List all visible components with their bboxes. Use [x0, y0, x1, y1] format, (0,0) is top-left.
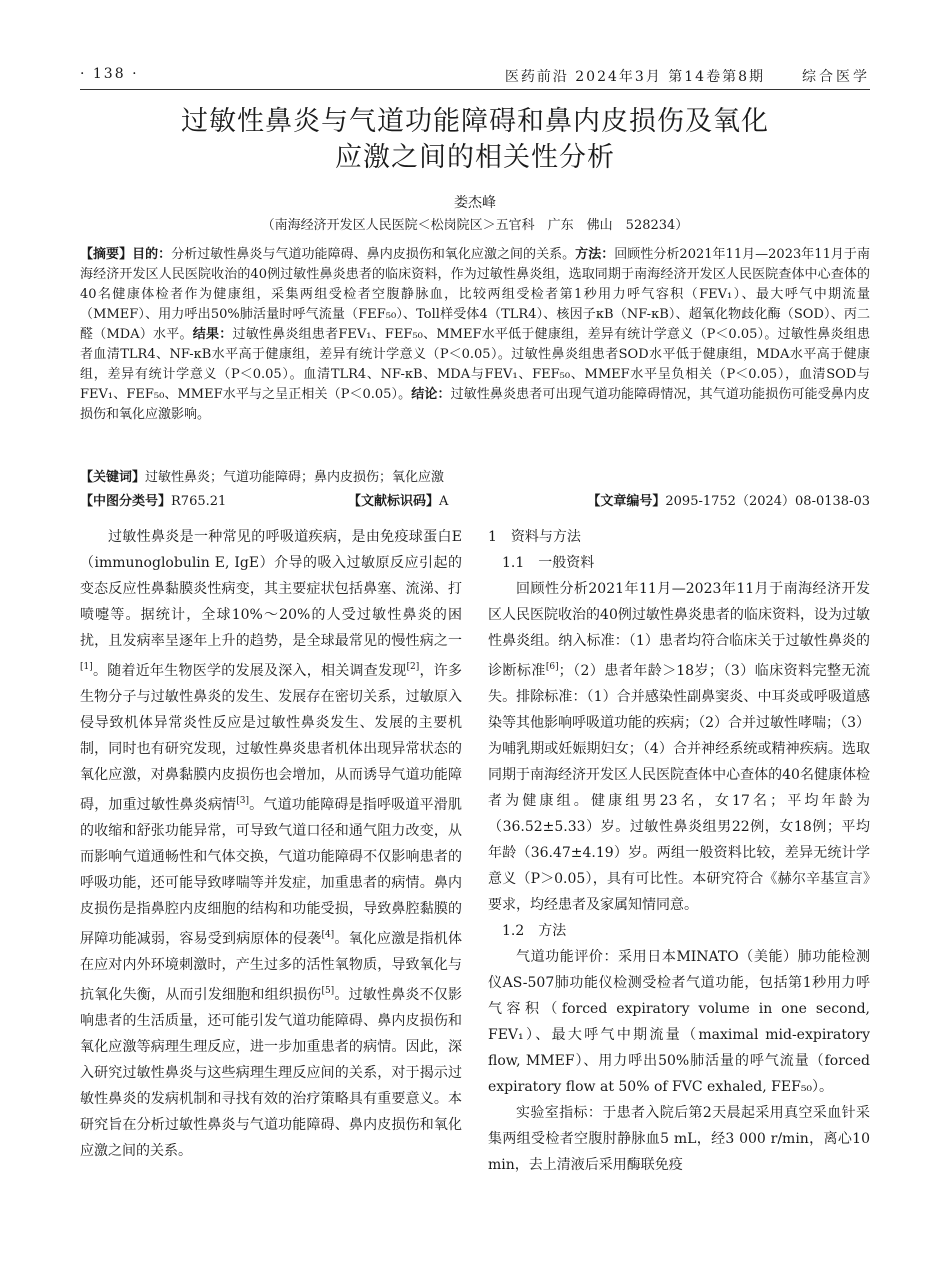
article-title	[80, 104, 870, 176]
clc-number	[80, 490, 226, 509]
intro-text-4: 。气道功能障碍是指呼吸道平滑肌的收缩和舒张功能异常，可导致气道口径和通气阻力改变，从而影响气道通畅性和气体交换，气道功能障碍不仅影响患者的呼吸功能，还可能导致哮喘等并发症，加重患者的病情。鼻内皮损伤是指鼻腔内皮细胞的结构和功能受损，导致鼻腔黏膜的屏障功能减弱，容易受到病原体的侵袭	[80, 797, 463, 947]
doc-code-label: 【文献标识码】	[348, 494, 440, 509]
citation-5: [5]	[321, 986, 335, 996]
citation-4: [4]	[321, 930, 335, 940]
intro-text-3: ，许多生物分子与过敏性鼻炎的发生、发展存在密切关系，过敏原入侵导致机体异常炎性反应是过敏性鼻炎发生、发展的主要机制，同时也有研究发现，过敏性鼻炎患者机体出现异常状态的氧化应激，对鼻黏膜内皮损伤也会增加，从而诱导气道功能障碍，加重过敏性鼻炎病情	[80, 663, 462, 813]
document-code	[348, 490, 448, 509]
abstract	[80, 245, 870, 425]
results-label: 结果：	[192, 327, 233, 342]
article-number	[587, 490, 870, 509]
subsection-heading-1-1: 1.1 一般资料	[502, 555, 595, 571]
intro-text-2: 。随着近年生物医学的发展及深入，相关调查发现	[92, 663, 407, 679]
running-header	[80, 62, 870, 86]
journal-info: 医药前沿 2024年3月 第14卷第8期	[504, 69, 765, 85]
journal-section: 综合医学	[802, 69, 870, 85]
results-text: 过敏性鼻炎组患者FEV₁、FEF₅₀、MMEF水平低于健康组，差异有统计学意义（P＜0.05）。过敏性鼻炎组患者血清TLR4、NF-κB水平高于健康组，差异有统计学意义（P＜0.05）。过敏性鼻炎组患者SOD水平低于健康组，MDA水平高于健康组，差异有统计学意义（P＜0.05）。血清TLR4、NF-κB、MDA与FEV₁、FEF₅₀、MMEF水平呈负相关（P＜0.05），血清SOD与FEV₁、FEF₅₀、MMEF水平与之呈正相关（P＜0.05）。	[80, 327, 870, 402]
objective-text: 分析过敏性鼻炎与气道功能障碍、鼻内皮损伤和氧化应激之间的关系。	[171, 247, 576, 262]
general-data-paragraph	[488, 576, 870, 918]
body-column-left	[80, 524, 462, 1164]
classification-row	[80, 490, 870, 510]
intro-paragraph	[80, 524, 462, 1164]
objective-label: 目的：	[132, 247, 172, 262]
abstract-label: 【摘要】	[80, 247, 133, 262]
title-line-2: 应激之间的相关性分析	[335, 142, 615, 173]
keywords-label: 【关键词】	[80, 470, 146, 485]
body-column-right	[488, 524, 870, 1178]
lab-indicators-paragraph: 实验室指标：于患者入院后第2天晨起采用真空采血针采集两组受检者空腹肘静脉血5 mL，经3 000 r/min，离心10 min，去上清液后采用酶联免疫	[488, 1105, 870, 1173]
article-no-label: 【文章编号】	[587, 494, 666, 509]
clc-label: 【中图分类号】	[80, 494, 172, 509]
keywords	[80, 466, 870, 485]
page-number: · 138 ·	[80, 66, 139, 82]
intro-text-6: 。过敏性鼻炎不仅影响患者的生活质量，还可能引发气道功能障碍、鼻内皮损伤和氧化应激等病理生理反应，进一步加重患者的病情。因此，深入研究过敏性鼻炎与这些病理生理反应间的关系，对于揭示过敏性鼻炎的发病机制和寻找有效的治疗策略具有重要意义。本研究旨在分析过敏性鼻炎与气道功能障碍、鼻内皮损伤和氧化应激之间的关系。	[80, 987, 463, 1159]
keywords-text: 过敏性鼻炎；气道功能障碍；鼻内皮损伤；氧化应激	[145, 470, 445, 485]
clc-value: R765.21	[171, 494, 227, 509]
title-line-1: 过敏性鼻炎与气道功能障碍和鼻内皮损伤及氧化	[181, 106, 769, 137]
methods-text: 回顾性分析2021年11月—2023年11月于南海经济开发区人民医院收治的40例过敏性鼻炎患者的临床资料，作为过敏性鼻炎组，选取同期于南海经济开发区人民医院查体中心查体的40名健康体检者作为健康组，采集两组受检者空腹静脉血，比较两组受检者第1秒用力呼气容积（FEV₁）、最大呼气中期流量（MMEF）、用力呼出50%肺活量时呼气流量（FEF₅₀）、Toll样受体4（TLR4）、核因子κB（NF-κB）、超氧化物歧化酶（SOD）、丙二醛（MDA）水平。	[80, 247, 870, 342]
subsection-heading-1-2: 1.2 方法	[502, 923, 567, 939]
doc-code-value: A	[439, 494, 449, 509]
general-data-text-1: 回顾性分析2021年11月—2023年11月于南海经济开发区人民医院收治的40例过敏性鼻炎患者的临床资料，设为过敏性鼻炎组。纳入标准：（1）患者均符合临床关于过敏性鼻炎的诊断标准	[488, 581, 870, 679]
airway-function-paragraph: 气道功能评价：采用日本MINATO（美能）肺功能检测仪AS-507肺功能仪检测受检者气道功能，包括第1秒用力呼气容积（forced expiratory volume in one second, FEV₁）、最大呼气中期流量（maximal mid-expiratory flow, MMEF）、用力呼出50%肺活量的呼气流量（forced expiratory flow at 50% of FVC exhaled, FEF₅₀）。	[488, 949, 870, 1095]
citation-2: [2]	[406, 662, 420, 672]
author-name: 娄杰峰	[454, 195, 496, 211]
intro-text-5: 。氧化应激是指机体在应对内外环境刺激时，产生过多的活性氧物质，导致氧化与抗氧化失衡，从而引发细胞和组织损伤	[80, 931, 463, 1003]
citation-6: [6]	[545, 662, 559, 672]
citation-3: [3]	[236, 796, 249, 806]
intro-text-1: 过敏性鼻炎是一种常见的呼吸道疾病，是由免疫球蛋白E（immunoglobulin E, IgE）介导的吸入过敏原反应引起的变态反应性鼻黏膜炎性病变，其主要症状包括鼻塞、流涕、打喷嚏等。据统计，全球10%～20%的人受过敏性鼻炎的困扰，且发病率呈逐年上升的趋势，是全球最常见的慢性病之一	[80, 529, 462, 649]
conclusion-label: 结论：	[411, 387, 451, 402]
general-data-text-2: ；（2）患者年龄＞18岁；（3）临床资料完整无流失。排除标准：（1）合并感染性副鼻窦炎、中耳炎或呼吸道感染等其他影响呼吸道功能的疾病；（2）合并过敏性哮喘；（3）为哺乳期或妊娠期妇女；（4）合并神经系统或精神疾病。选取同期于南海经济开发区人民医院查体中心查体的40名健康体检者为健康组。健康组男23名，女17名；平均年龄为（36.52±5.33）岁。过敏性鼻炎组男22例，女18例；平均年龄（36.47±4.19）岁。两组一般资料比较，差异无统计学意义（P＞0.05），具有可比性。本研究符合《赫尔辛基宣言》要求，均经患者及家属知情同意。	[488, 663, 870, 913]
header-divider	[80, 89, 870, 90]
article-no-value: 2095-1752（2024）08-0138-03	[665, 494, 870, 509]
conclusion-text: 过敏性鼻炎患者可出现气道功能障碍情况，其气道功能损伤可能受鼻内皮损伤和氧化应激影响。	[80, 387, 870, 422]
citation-1: [1]	[80, 662, 93, 672]
author-affiliation: （南海经济开发区人民医院＜松岗院区＞五官科 广东 佛山 528234）	[261, 218, 689, 233]
section-heading-1: 1 资料与方法	[488, 529, 581, 545]
methods-label: 方法：	[575, 247, 615, 262]
